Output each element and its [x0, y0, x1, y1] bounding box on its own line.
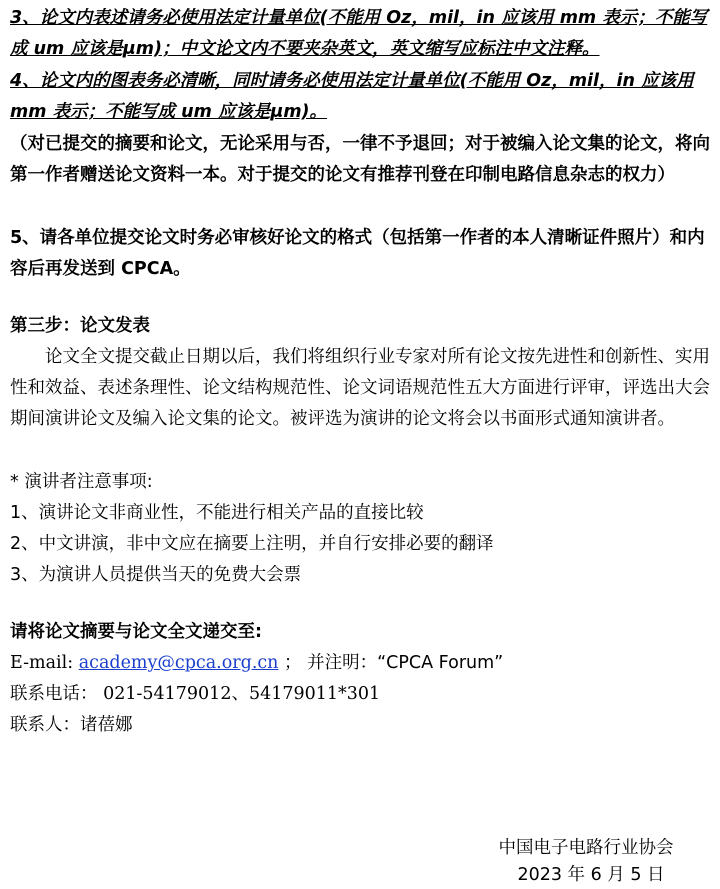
phone-label: 联系电话：: [10, 684, 104, 704]
speaker-notes-title: * 演讲者注意事项:: [10, 472, 153, 492]
speaker-note-2: 2、中文讲演，非中文应在摘要上注明，并自行安排必要的翻译: [10, 534, 494, 554]
speaker-note-3: 3、为演讲人员提供当天的免费大会票: [10, 565, 302, 585]
email-label: E-mail:: [10, 653, 79, 673]
requirement-item-4: 4、论文内的图表务必清晰，同时请务必使用法定计量单位(不能用 Oz，mil，in 应该用 mm 表示；不能写成 um 应该是μm)。: [10, 71, 694, 122]
contact-heading: 请将论文摘要与论文全文递交至:: [10, 622, 262, 642]
contact-person-name: 诸蓓娜: [80, 715, 133, 735]
phone-number: 021-54179012、54179011*301: [103, 684, 381, 704]
contact-person-line: [10, 710, 712, 741]
phone-line: [10, 679, 712, 710]
step3-paragraph: 论文全文提交截止日期以后，我们将组织行业专家对所有论文按先进性和创新性、实用性和效益、表述条理性、论文结构规范性、论文词语规范性五大方面进行评审，评选出大会期间演讲论文及编入论文集的论文。被评选为演讲的论文将会以书面形式通知演讲者。: [10, 347, 710, 429]
speaker-note-1: 1、演讲论文非商业性，不能进行相关产品的直接比较: [10, 503, 424, 523]
email-suffix: ； 并注明：“CPCA Forum”: [278, 653, 504, 673]
signature-date: 2023 年 6 月 5 日: [517, 865, 665, 885]
requirement-item-5: 5、请各单位提交论文时务必审核好论文的格式（包括第一作者的本人清晰证件照片）和内容后再发送到 CPCA。: [10, 228, 705, 279]
contact-person-label: 联系人：: [10, 715, 80, 735]
submission-notice: （对已提交的摘要和论文，无论采用与否，一律不予退回；对于被编入论文集的论文，将向第一作者赠送论文资料一本。对于提交的论文有推荐刊登在印制电路信息杂志的权力）: [10, 134, 710, 185]
signature-org: 中国电子电路行业协会: [498, 838, 674, 858]
requirement-item-3: 3、论文内表述请务必使用法定计量单位(不能用 Oz，mil，in 应该用 mm 表示；不能写成 um 应该是μm)；中文论文内不要夹杂英文，英文缩写应标注中文注释。: [10, 8, 708, 59]
email-link[interactable]: academy@cpca.org.cn: [78, 653, 279, 673]
email-line: [10, 648, 712, 679]
step3-heading: 第三步：论文发表: [10, 316, 150, 336]
